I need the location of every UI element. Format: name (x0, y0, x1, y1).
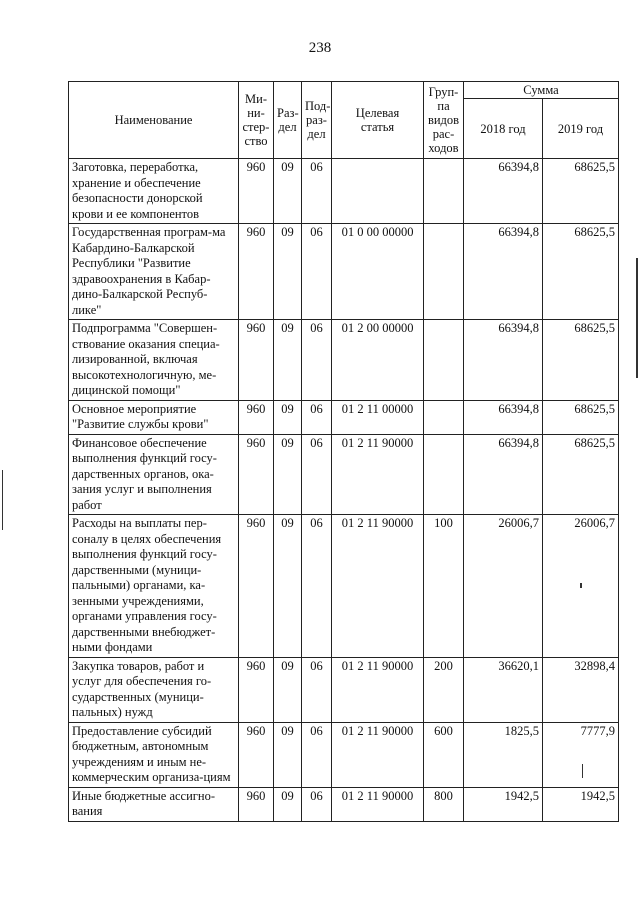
row-2019: 68625,5 (543, 320, 619, 401)
row-ministry: 960 (239, 434, 274, 515)
row-2019: 68625,5 (543, 224, 619, 320)
row-2019: 32898,4 (543, 657, 619, 722)
row-section: 09 (274, 657, 302, 722)
row-subsection: 06 (302, 515, 332, 658)
row-subsection: 06 (302, 657, 332, 722)
table-row (69, 400, 619, 434)
row-2018: 66394,8 (464, 159, 543, 224)
table-row (69, 787, 619, 821)
header-target: Целевая статья (332, 82, 424, 159)
row-group: 100 (424, 515, 464, 658)
row-group (424, 320, 464, 401)
row-name: Иные бюджетные ассигно-вания (69, 787, 239, 821)
budget-table (68, 81, 619, 822)
header-year-2018: 2018 год (464, 99, 543, 159)
table-row (69, 657, 619, 722)
table-row (69, 224, 619, 320)
row-2018: 66394,8 (464, 320, 543, 401)
header-section: Раз- дел (274, 82, 302, 159)
row-group (424, 434, 464, 515)
row-subsection: 06 (302, 787, 332, 821)
row-ministry: 960 (239, 787, 274, 821)
row-section: 09 (274, 434, 302, 515)
row-section: 09 (274, 400, 302, 434)
row-target: 01 2 11 90000 (332, 434, 424, 515)
header-ministry: Ми- ни- стер- ство (239, 82, 274, 159)
row-2019: 68625,5 (543, 159, 619, 224)
row-2019: 68625,5 (543, 434, 619, 515)
row-2018: 66394,8 (464, 224, 543, 320)
row-ministry: 960 (239, 657, 274, 722)
row-section: 09 (274, 722, 302, 787)
row-2018: 26006,7 (464, 515, 543, 658)
table-row (69, 515, 619, 658)
row-name: Расходы на выплаты пер-соналу в целях обеспечения выполнения функций госу-дарственными (муници-пальными) органами, ка-зенными учреждениями, органами управления госу-дарственными внебюджет-ными фондами (69, 515, 239, 658)
row-subsection: 06 (302, 722, 332, 787)
row-group (424, 224, 464, 320)
row-group (424, 159, 464, 224)
row-group: 600 (424, 722, 464, 787)
row-name: Закупка товаров, работ и услуг для обеспечения го-сударственных (муници-пальных) нужд (69, 657, 239, 722)
row-target: 01 2 11 90000 (332, 722, 424, 787)
row-subsection: 06 (302, 320, 332, 401)
row-target: 01 2 11 90000 (332, 787, 424, 821)
row-name: Заготовка, переработка, хранение и обеспечение безопасности донорской крови и ее компонентов (69, 159, 239, 224)
header-year-2019: 2019 год (543, 99, 619, 159)
row-ministry: 960 (239, 722, 274, 787)
row-group: 200 (424, 657, 464, 722)
row-2018: 1942,5 (464, 787, 543, 821)
scan-mark-dot (580, 583, 582, 588)
row-2019: 1942,5 (543, 787, 619, 821)
row-2018: 66394,8 (464, 434, 543, 515)
row-section: 09 (274, 159, 302, 224)
row-2018: 36620,1 (464, 657, 543, 722)
scan-mark-left (2, 470, 3, 530)
row-target: 01 2 11 90000 (332, 515, 424, 658)
row-name: Финансовое обеспечение выполнения функций госу-дарственных органов, ока-зания услуг и выполнения работ (69, 434, 239, 515)
table-row (69, 722, 619, 787)
table-row (69, 159, 619, 224)
row-2018: 66394,8 (464, 400, 543, 434)
row-subsection: 06 (302, 400, 332, 434)
header-subsection: Под- раз- дел (302, 82, 332, 159)
row-2019: 7777,9 (543, 722, 619, 787)
scan-mark-right (636, 258, 638, 378)
row-2018: 1825,5 (464, 722, 543, 787)
row-target: 01 2 11 00000 (332, 400, 424, 434)
header-name: Наименование (69, 82, 239, 159)
row-subsection: 06 (302, 159, 332, 224)
row-target: 01 2 11 90000 (332, 657, 424, 722)
scan-mark-tick (582, 764, 583, 778)
row-section: 09 (274, 787, 302, 821)
row-ministry: 960 (239, 400, 274, 434)
row-ministry: 960 (239, 515, 274, 658)
row-section: 09 (274, 320, 302, 401)
row-name: Государственная програм-ма Кабардино-Балкарской Республики "Развитие здравоохранения в Кабар-дино-Балкарской Респуб-лике" (69, 224, 239, 320)
row-ministry: 960 (239, 320, 274, 401)
row-subsection: 06 (302, 224, 332, 320)
header-sum: Сумма (464, 82, 619, 99)
row-2019: 68625,5 (543, 400, 619, 434)
table-row (69, 434, 619, 515)
row-section: 09 (274, 224, 302, 320)
row-group: 800 (424, 787, 464, 821)
row-2019: 26006,7 (543, 515, 619, 658)
row-subsection: 06 (302, 434, 332, 515)
row-target: 01 2 00 00000 (332, 320, 424, 401)
row-group (424, 400, 464, 434)
header-expense-group: Груп- па видов рас- ходов (424, 82, 464, 159)
row-ministry: 960 (239, 224, 274, 320)
row-target (332, 159, 424, 224)
row-target: 01 0 00 00000 (332, 224, 424, 320)
page-number: 238 (308, 40, 332, 56)
row-name: Основное мероприятие "Развитие службы крови" (69, 400, 239, 434)
table-row (69, 320, 619, 401)
header-row (69, 82, 619, 99)
row-ministry: 960 (239, 159, 274, 224)
row-section: 09 (274, 515, 302, 658)
row-name: Предоставление субсидий бюджетным, автономным учреждениям и иным не-коммерческим организа-циям (69, 722, 239, 787)
row-name: Подпрограмма "Совершен-ствование оказания специа-лизированной, включая высокотехнологичную, ме-дицинской помощи" (69, 320, 239, 401)
